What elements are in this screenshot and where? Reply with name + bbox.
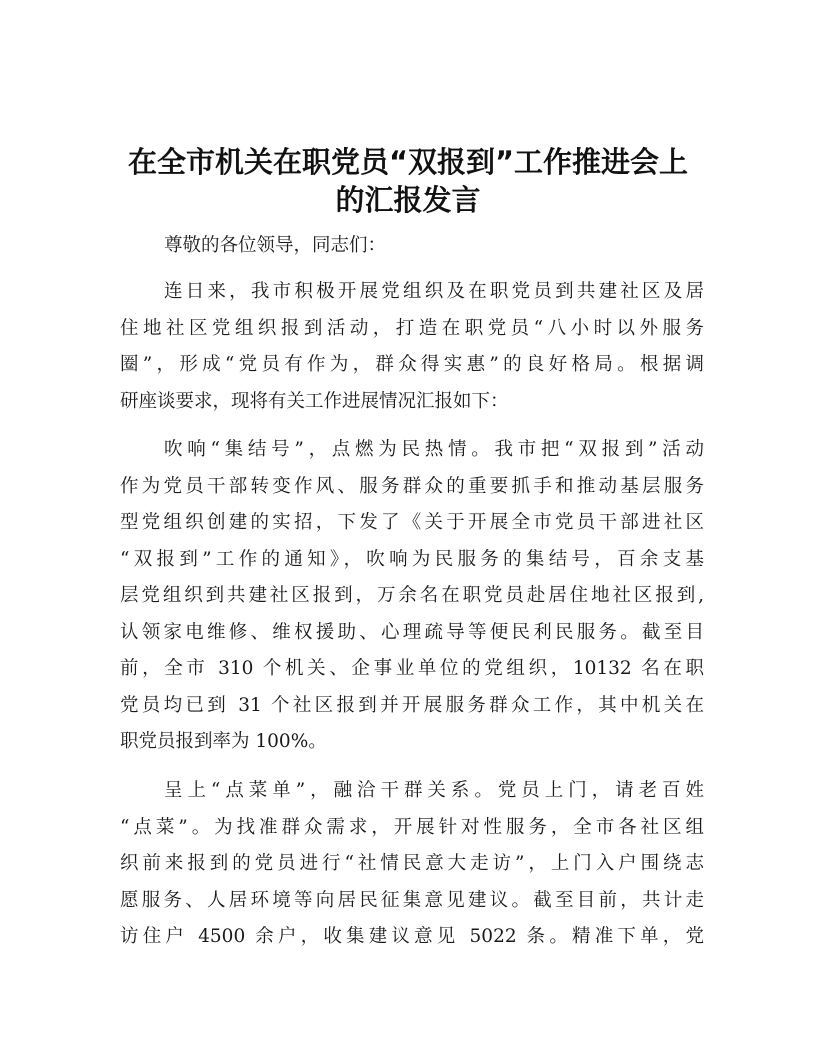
greeting: 尊敬的各位领导，同志们： — [164, 235, 387, 256]
paragraph-line: 访住户 4500 余户，收集建议意见 5022 条。精准下单，党 — [120, 926, 704, 947]
paragraph-line: 吹响“集结号”，点燃为民热情。我市把“双报到”活动 — [164, 439, 704, 460]
paragraph-menu — [120, 773, 704, 956]
paragraph-line: “双报到”工作的通知》，吹响为民服务的集结号，百余支基 — [120, 548, 704, 570]
paragraph-intro — [120, 274, 704, 420]
paragraph-line: “点菜”。为找准群众需求，开展针对性服务，全市各社区组 — [120, 816, 704, 838]
paragraph-line: 连日来，我市积极开展党组织及在职党员到共建社区及居 — [164, 281, 704, 302]
paragraph-line: 层党组织到共建社区报到，万余名在职党员赴居住地社区报到, — [120, 585, 704, 606]
paragraph-line: 作为党员干部转变作风、服务群众的重要抓手和推动基层服务 — [120, 475, 704, 497]
paragraph-line: 住地社区党组织报到活动，打造在职党员“八小时以外服务 — [120, 317, 704, 339]
document-title-line-2: 的汇报发言 — [335, 183, 481, 217]
paragraph-line: 圈”，形成“党员有作为，群众得实惠”的良好格局。根据调 — [120, 354, 704, 375]
paragraph-line: 认领家电维修、维权援助、心理疏导等便民利民服务。截至目 — [120, 621, 704, 643]
paragraph-line: 愿服务、人居环境等向居民征集意见建议。截至目前，共计走 — [120, 889, 704, 911]
paragraph-rally — [120, 432, 704, 761]
paragraph-line: 研座谈要求，现将有关工作进展情况汇报如下： — [120, 390, 509, 412]
document-title-line-1: 在全市机关在职党员“双报到”工作推进会上 — [127, 145, 689, 179]
paragraph-line: 职党员报到率为 100%。 — [120, 731, 327, 752]
paragraph-line: 前，全市 310 个机关、企事业单位的党组织，10132 名在职 — [120, 658, 704, 679]
paragraph-line: 织前来报到的党员进行“社情民意大走访”，上门入户围绕志 — [120, 853, 704, 874]
paragraph-line: 型党组织创建的实招，下发了《关于开展全市党员干部进社区 — [120, 512, 704, 533]
paragraph-line: 呈上“点菜单”，融洽干群关系。党员上门，请老百姓 — [164, 780, 704, 801]
paragraph-line: 党员均已到 31 个社区报到并开展服务群众工作，其中机关在 — [120, 694, 704, 716]
